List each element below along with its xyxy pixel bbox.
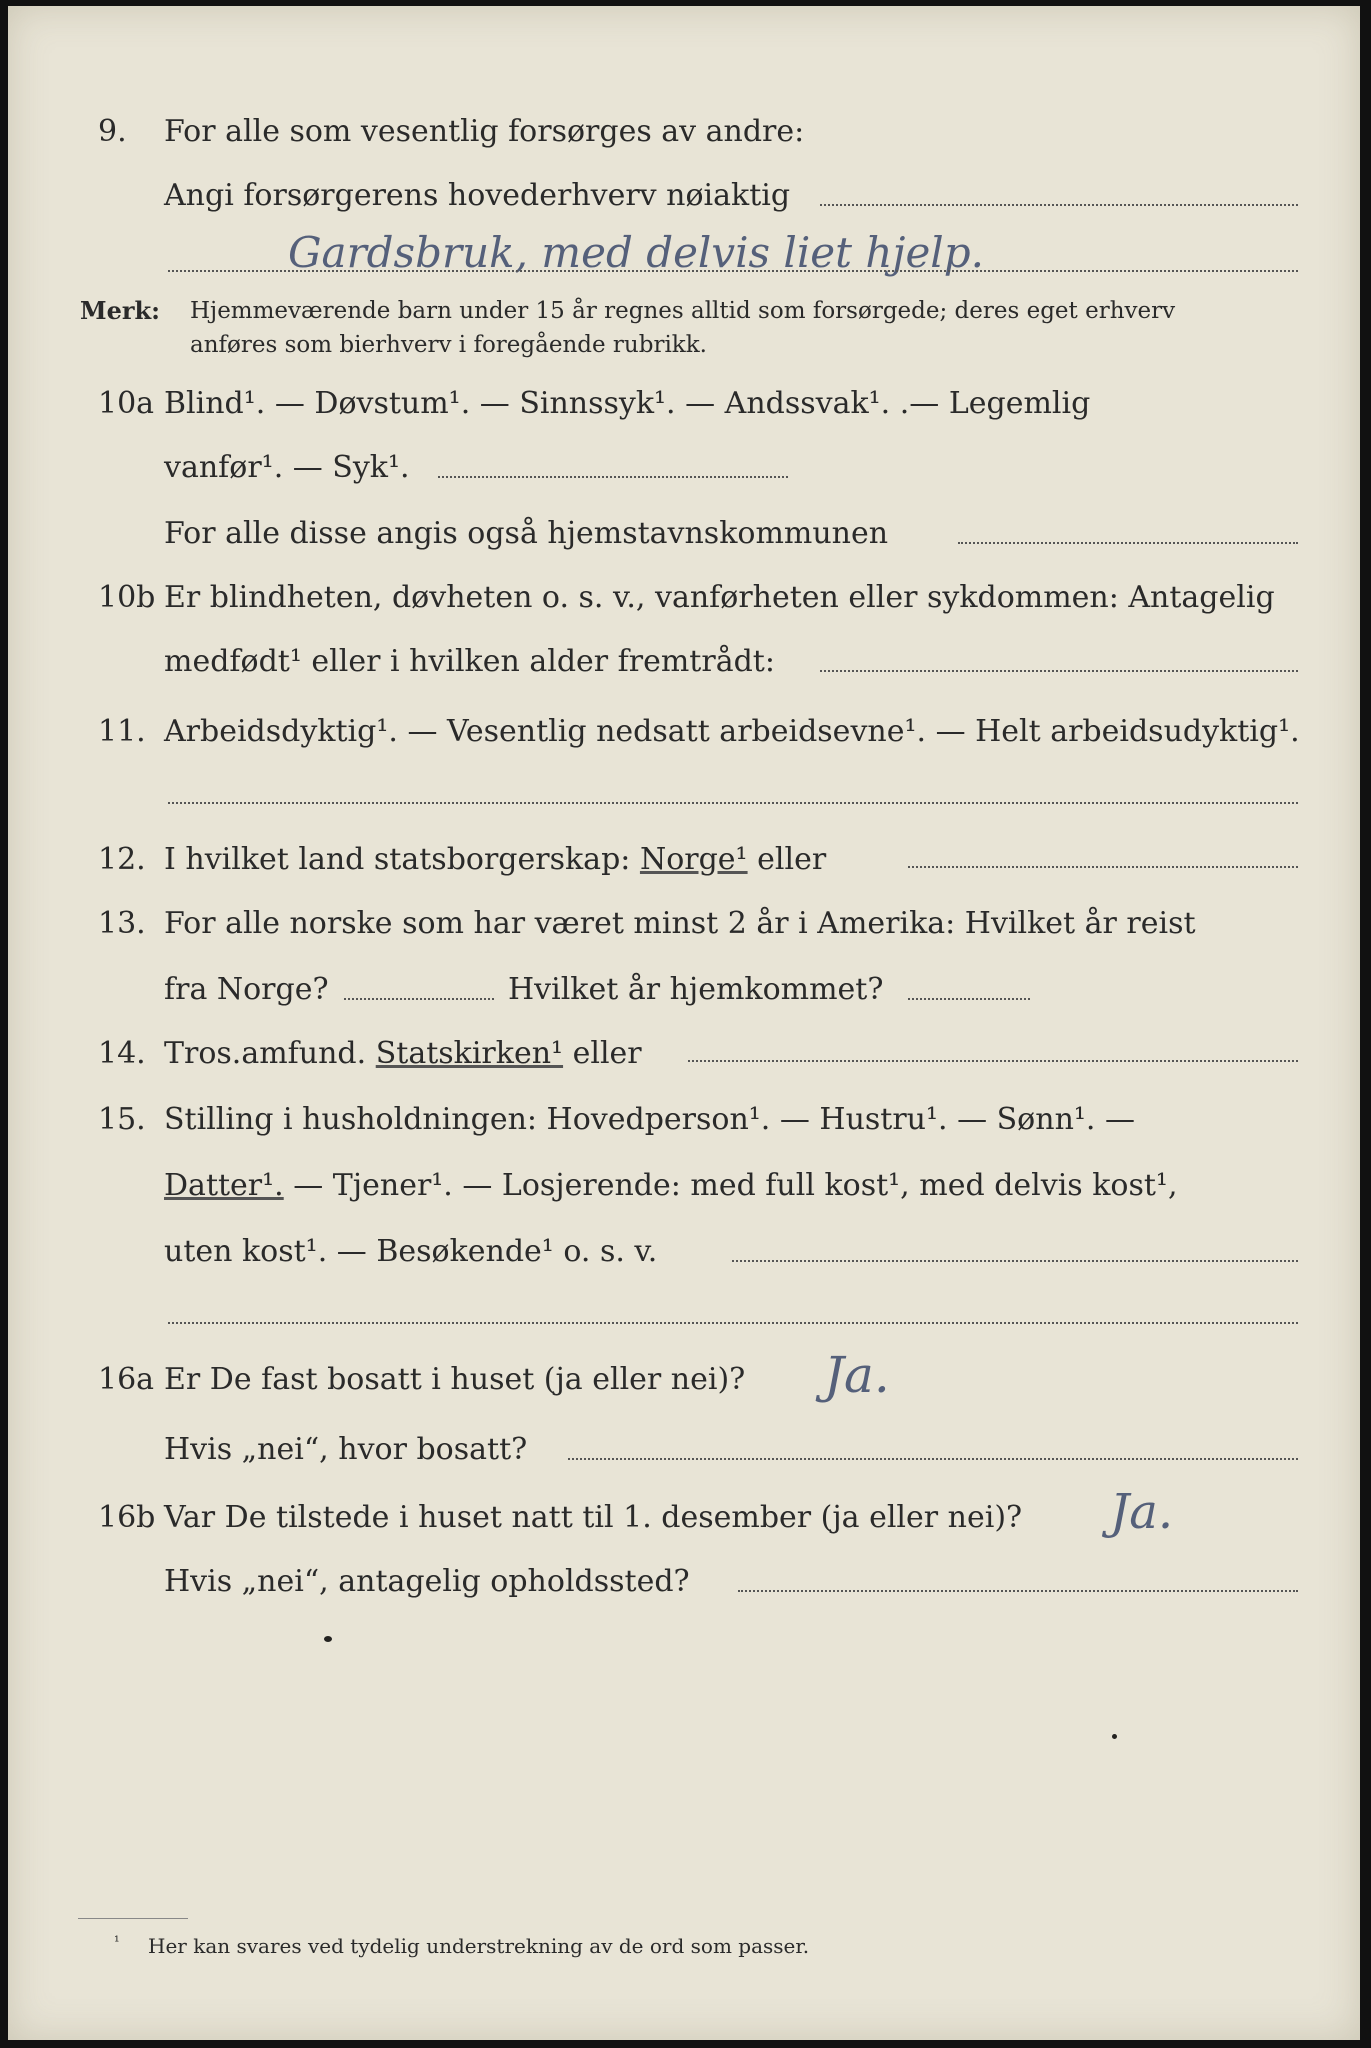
q15-line3: uten kost¹. — Besøkende¹ o. s. v.: [164, 1234, 658, 1269]
merk-line1: Hjemmeværende barn under 15 år regnes alltid som forsørgede; deres eget erhverv: [190, 298, 1176, 324]
q12-post: eller: [757, 842, 827, 877]
q16b-line2: Hvis „nei“, antagelig opholdssted?: [164, 1564, 690, 1599]
census-form-page: [8, 6, 1360, 2040]
ink-speck: [324, 1636, 332, 1642]
q9-answer-line: [168, 270, 1298, 272]
q15-datter-underlined: Datter¹.: [164, 1168, 284, 1203]
q12-norge-underlined: Norge¹: [639, 842, 748, 877]
q15-number: 15.: [98, 1102, 146, 1137]
q13-line2a: fra Norge?: [164, 972, 329, 1007]
q16a-handwritten-answer: Ja.: [824, 1346, 890, 1404]
q16a-number: 16a: [98, 1362, 155, 1397]
footnote-mark: ¹: [114, 1934, 120, 1950]
q9-line2: Angi forsørgerens hovederhverv nøiaktig: [164, 178, 791, 213]
q16a-line1: Er De fast bosatt i huset (ja eller nei)?: [164, 1362, 746, 1397]
q11-number: 11.: [98, 714, 146, 749]
q14-number: 14.: [98, 1036, 146, 1071]
q9-fill-line: [820, 204, 1298, 206]
q11-fill-line: [168, 802, 1298, 804]
q15-fill-line: [732, 1260, 1298, 1262]
footnote-text: Her kan svares ved tydelig understrekning av de ord som passer.: [148, 1934, 810, 1958]
q16a-fill-line: [568, 1458, 1298, 1460]
q10a-kommune-line: [958, 542, 1298, 544]
q12-line: [164, 842, 826, 877]
q14-statskirken-underlined: Statskirken¹: [375, 1036, 564, 1071]
q16b-fill-line: [738, 1590, 1298, 1592]
q15-line1: Stilling i husholdningen: Hovedperson¹. — Hustru¹. — Sønn¹. —: [164, 1102, 1135, 1137]
q10b-line1: Er blindheten, døvheten o. s. v., vanførheten eller sykdommen: Antagelig: [164, 580, 1275, 615]
q11-line1: Arbeidsdyktig¹. — Vesentlig nedsatt arbeidsevne¹. — Helt arbeidsudyktig¹.: [164, 714, 1300, 749]
q10a-line3: For alle disse angis også hjemstavnskommunen: [164, 516, 889, 551]
q13-line1: For alle norske som har været minst 2 år i Amerika: Hvilket år reist: [164, 906, 1196, 941]
q13-number: 13.: [98, 906, 146, 941]
q14-fill-line: [688, 1060, 1298, 1062]
q12-number: 12.: [98, 842, 146, 877]
q9-handwritten-answer: Gardsbruk, med delvis liet hjelp.: [288, 228, 984, 277]
q13-hjemkommet-line: [908, 998, 1030, 1000]
q10a-line2: vanfør¹. — Syk¹.: [164, 450, 410, 485]
q13-line2b: Hvilket år hjemkommet?: [508, 972, 884, 1007]
q14-line: [164, 1036, 642, 1071]
q15-extra-line: [168, 1322, 1298, 1324]
q12-pre: I hvilket land statsborgerskap:: [164, 842, 631, 877]
q10b-fill-line: [820, 670, 1298, 672]
q10b-number: 10b: [98, 580, 156, 615]
footnote-rule: [78, 1918, 188, 1919]
merk-line2: anføres som bierhverv i foregående rubrikk.: [190, 332, 707, 358]
q16b-line1: Var De tilstede i huset natt til 1. desember (ja eller nei)?: [164, 1500, 1023, 1535]
q14-post: eller: [572, 1036, 642, 1071]
q9-line1: For alle som vesentlig forsørges av andre:: [164, 114, 805, 149]
q10b-line2: medfødt¹ eller i hvilken alder fremtrådt:: [164, 644, 775, 679]
q16a-line2: Hvis „nei“, hvor bosatt?: [164, 1432, 528, 1467]
q10a-number: 10a: [98, 386, 155, 421]
merk-label: Merk:: [80, 296, 160, 325]
q15-line2-rest: — Tjener¹. — Losjerende: med full kost¹, med delvis kost¹,: [293, 1168, 1178, 1203]
ink-speck: [1112, 1734, 1117, 1739]
q10a-syk-line: [438, 476, 788, 478]
q10a-line1: Blind¹. — Døvstum¹. — Sinnssyk¹. — Andssvak¹. .— Legemlig: [164, 386, 1091, 421]
q13-reist-line: [344, 998, 494, 1000]
q9-number: 9.: [98, 114, 127, 149]
q14-pre: Tros.amfund.: [164, 1036, 367, 1071]
q15-line2: [164, 1168, 1177, 1203]
q12-fill-line: [908, 866, 1298, 868]
q16b-number: 16b: [98, 1500, 156, 1535]
q16b-handwritten-answer: Ja.: [1110, 1484, 1174, 1540]
